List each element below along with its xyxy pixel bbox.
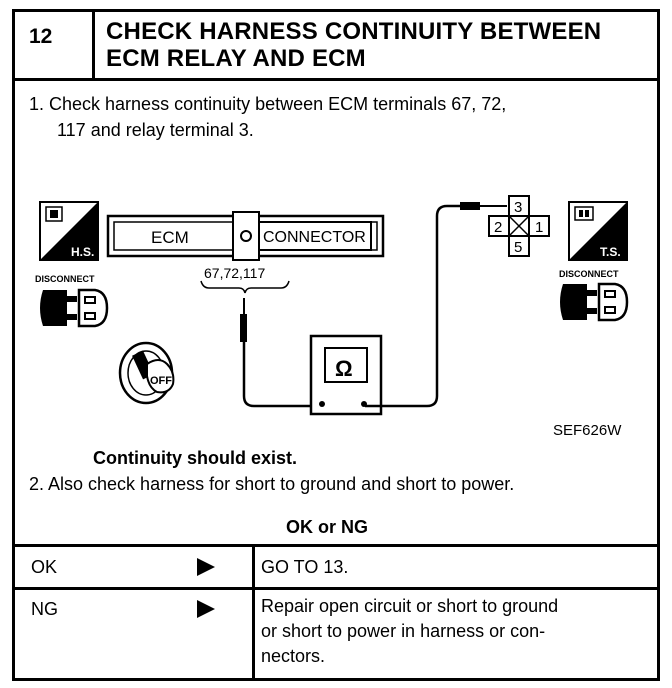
step-title-line2: ECM RELAY AND ECM [106,45,366,72]
step-title-line1: CHECK HARNESS CONTINUITY BETWEEN [106,18,602,45]
ecm-terminals-label: 67,72,117 [204,265,266,281]
hs-label: H.S. [71,245,95,259]
relay-pin-5: 5 [514,239,523,256]
result-ok-label: OK [31,557,58,577]
ohm-symbol: Ω [335,356,353,381]
ignition-off-icon [120,343,173,403]
result-column-divider [252,544,255,678]
instruction-2: 2. Also check harness for short to ground and short to power. [29,474,515,494]
result-ng-action-line1: Repair open circuit or short to ground [261,596,559,616]
instruction-1-line2: 117 and relay terminal 3. [57,120,254,140]
ohmmeter [311,336,381,414]
step-number: 12 [15,12,95,78]
result-ng-label: NG [31,599,58,619]
disconnect-label-right: DISCONNECT [559,269,619,279]
result-ok-action: GO TO 13. [261,557,349,577]
disconnect-label-left: DISCONNECT [35,274,95,284]
relay-pin-1: 1 [535,219,544,236]
ecm-label: ECM [151,228,189,247]
figure-code: SEF626W [553,422,622,439]
result-heading: OK or NG [286,517,369,537]
relay-pin-3: 3 [514,199,523,216]
result-divider-top [15,544,657,547]
disconnect-connector-right-icon [560,284,627,320]
ts-label: T.S. [600,245,621,259]
hs-badge [40,202,98,260]
result-divider-middle [15,587,657,590]
step-header [15,12,657,81]
meter-probe-right [365,202,507,406]
continuity-note: Continuity should exist. [93,448,298,468]
instruction-1-line1: 1. Check harness continuity between ECM terminals 67, 72, [29,94,507,114]
procedure-box [12,9,660,681]
ignition-label: OFF [150,375,172,387]
ts-badge [569,202,627,260]
connector-label: CONNECTOR [263,229,366,246]
arrow-right-icon [197,558,215,576]
step-title [106,18,601,72]
arrow-right-icon [197,600,215,618]
continuity-diagram [15,180,657,442]
ecm-connector [108,212,383,260]
relay-pin-2: 2 [494,219,503,236]
result-ng-action-line2: or short to power in harness or con- [261,621,546,641]
disconnect-connector-left-icon [40,290,107,326]
result-ng-action-line3: nectors. [261,646,326,666]
